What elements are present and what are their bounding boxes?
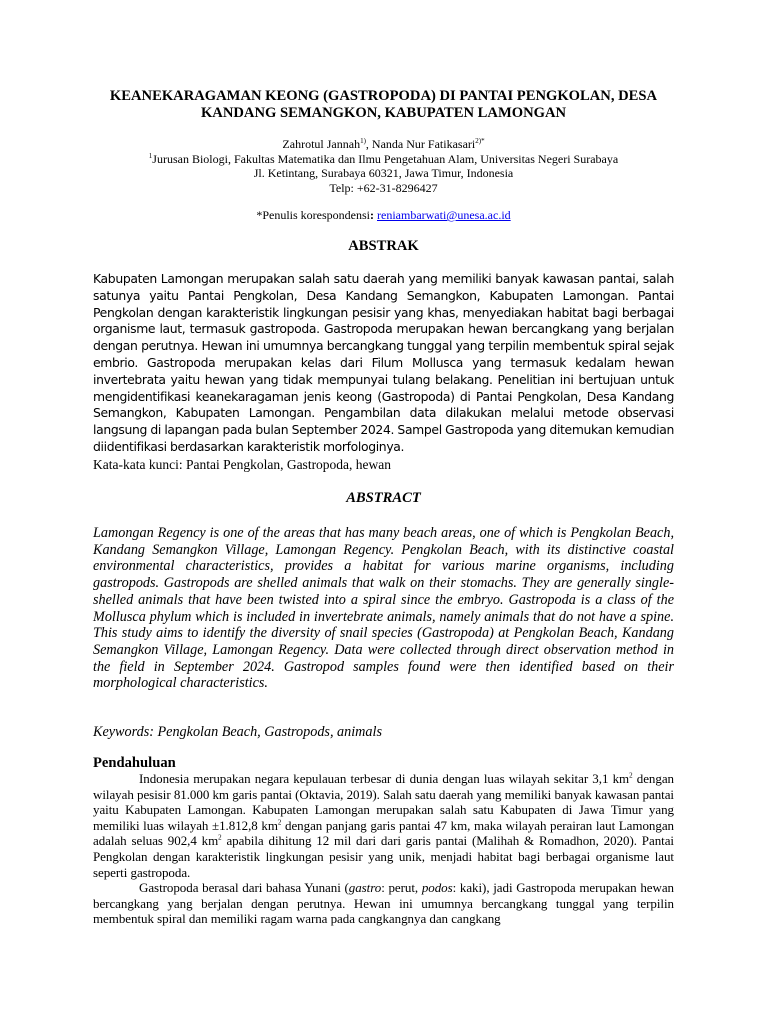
p1-text-b: dengan wilayah pesisir 81.000 km garis pantai (Oktavia, 2019). Salah satu daerah yang memiliki banyak kawasan pantai yaitu Kabupaten Lamongan. Kabupaten Lamongan merupakan salah satu Kabupaten di Jawa Timur yang memiliki luas wilayah ±1.812,8 km [93, 771, 674, 833]
intro-paragraph-1 [93, 771, 674, 880]
p2-text-b: : perut, [381, 880, 422, 895]
p1-sup-3: 2 [218, 834, 222, 843]
author-2-affil: 2)* [475, 137, 485, 145]
correspondence-label: *Penulis korespondensi [256, 208, 370, 222]
title-line-2: KANDANG SEMANGKON, KABUPATEN LAMONGAN [200, 105, 567, 121]
paper-title [93, 88, 674, 122]
abstrak-heading: ABSTRAK [348, 238, 419, 254]
keywords-line: Keywords: Pengkolan Beach, Gastropods, animals [93, 724, 382, 740]
correspondence-email-link[interactable]: reniambarwati@unesa.ac.id [377, 208, 511, 222]
author-1-affil: 1) [360, 137, 366, 145]
intro-paragraph-2 [93, 880, 674, 927]
author-separator: , [365, 137, 372, 151]
p1-sup-2: 2 [277, 818, 282, 827]
address-line: Jl. Ketintang, Surabaya 60321, Jawa Timur, Indonesia [253, 166, 514, 180]
affiliation-marker: 1 [148, 151, 153, 160]
p1-text-a: Indonesia merupakan negara kepulauan terbesar di dunia dengan luas wilayah sekitar 3,1 km [139, 771, 630, 786]
correspondence-colon: : [370, 208, 377, 222]
section-heading-pendahuluan: Pendahuluan [93, 755, 176, 771]
affiliation-line [93, 152, 674, 167]
p1-text-c: dengan panjang garis pantai 47 km, maka wilayah perairan laut Lamongan adalah seluas 902,4 km [93, 817, 674, 849]
kata-kunci-line: Kata-kata kunci: Pantai Pengkolan, Gastropoda, hewan [93, 457, 392, 472]
author-1-name: Zahrotul Jannah [282, 137, 361, 151]
author-line [93, 137, 674, 152]
abstract-heading: ABSTRACT [346, 490, 421, 506]
p1-text-d: apabila dihitung 12 mil dari dari garis pantai (Malihah & Romadhon, 2020). Pantai Pengkolan dengan karakteristik lingkungan pesisir yang unik, menjadi habitat bagi berbagai organisme laut seperti gastropoda. [93, 833, 674, 880]
p2-term-podos: podos [421, 880, 453, 895]
correspondence-line [93, 208, 674, 223]
title-line-1: KEANEKARAGAMAN KEONG (GASTROPODA) DI PANTAI PENGKOLAN, DESA [109, 88, 658, 104]
p2-text-a: Gastropoda berasal dari bahasa Yunani ( [139, 880, 349, 895]
abstrak-paragraph: Kabupaten Lamongan merupakan salah satu daerah yang memiliki banyak kawasan pantai, salah satunya yaitu Pantai Pengkolan, Desa Kandang Semangkon, Kabupaten Lamongan. Pantai Pengkolan dengan karakteristik lingkungan pesisir yang khas, menyediakan habitat bagi berbagai organisme laut, termasuk gastropoda. Gastropoda merupakan hewan bercangkang yang berjalan dengan perutnya. Hewan ini umumnya bercangkang tunggal yang terpilin membentuk spiral sejak embrio. Gastropoda merupakan kelas dari Filum Mollusca yang termasuk kedalam hewan invertebrata yaitu hewan yang tidak mempunyai tulang belakang. Penelitian ini bertujuan untuk mengidentifikasi keanekaragaman jenis keong (Gastropoda) di Pantai Pengkolan, Desa Kandang Semangkon, Kabupaten Lamongan. Pengambilan data dilakukan melalui metode observasi langsung di lapangan pada bulan September 2024. Sampel Gastropoda yang ditemukan kemudian diidentifikasi berdasarkan karakteristik morfologinya. [93, 271, 674, 454]
phone-line: Telp: +62-31-8296427 [329, 180, 438, 195]
author-block [93, 137, 674, 195]
abstract-paragraph: Lamongan Regency is one of the areas that has many beach areas, one of which is Pengkolan Beach, Kandang Semangkon Village, Lamongan Regency. Pengkolan Beach, with its distinctive coastal environmental characteristics, provides a habitat for various marine organisms, including gastropods. Gastropods are shelled animals that walk on their stomachs. They are generally single-shelled animals that have been twisted into a spiral since the embryo. Gastropoda is a class of the Mollusca phylum which is included in invertebrate animals, namely animals that do not have a spine. This study aims to identify the diversity of snail species (Gastropoda) at Pengkolan Beach, Kandang Semangkon Village, Lamongan Regency. Data were collected through direct observation method in the field in September 2024. Gastropod samples found were then identified based on their morphological characteristics. [93, 525, 674, 692]
p1-sup-1: 2 [629, 771, 633, 780]
author-2-name: Nanda Nur Fatikasari [371, 137, 476, 151]
p2-term-gastro: gastro [348, 880, 382, 895]
p2-text-c: : kaki), jadi Gastropoda merupakan hewan bercangkang yang berjalan dengan perutnya. Hewan ini umumnya bercangkang tunggal yang terpilin membentuk spiral dan memiliki ragam warna pada cangkangnya dan cangkang [93, 880, 674, 927]
affiliation-text: Jurusan Biologi, Fakultas Matematika dan Ilmu Pengetahuan Alam, Universitas Negeri Surabaya [152, 151, 619, 166]
